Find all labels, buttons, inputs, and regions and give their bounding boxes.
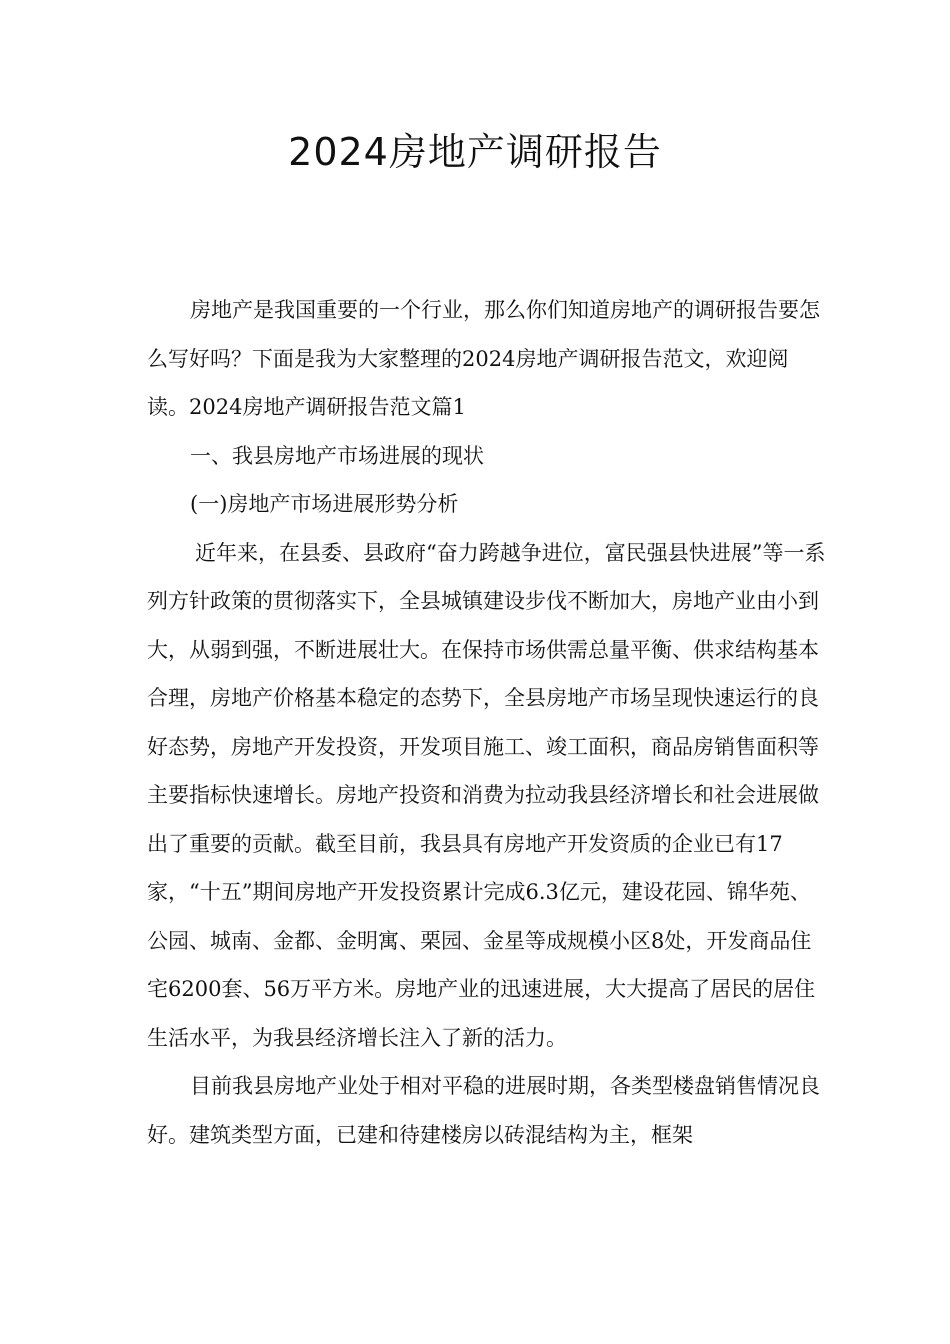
subsection-heading: (一)房地产市场进展形势分析 xyxy=(190,492,459,516)
document-body xyxy=(147,286,827,1159)
body-paragraph: 目前我县房地产业处于相对平稳的进展时期，各类型楼盘销售情况良好。建筑类型方面，已建和待建楼房以砖混结构为主，框架 xyxy=(147,1074,820,1147)
intro-paragraph: 房地产是我国重要的一个行业，那么你们知道房地产的调研报告要怎么写好吗？下面是我为大家整理的2024房地产调研报告范文，欢迎阅读。2024房地产调研报告范文篇1 xyxy=(147,298,820,419)
document-title: 2024房地产调研报告 xyxy=(288,130,662,174)
body-paragraph: 近年来，在县委、县政府“奋力跨越争进位，富民强县快进展”等一系列方针政策的贯彻落实下，全县城镇建设步伐不断加大，房地产业由小到大，从弱到强，不断进展壮大。在保持市场供需总量平衡、供求结构基本合理，房地产价格基本稳定的态势下，全县房地产市场呈现快速运行的良好态势，房地产开发投资，开发项目施工、竣工面积，商品房销售面积等主要指标快速增长。房地产投资和消费为拉动我县经济增长和社会进展做出了重要的贡献。截至目前，我县具有房地产开发资质的企业已有17家，“十五”期间房地产开发投资累计完成6.3亿元，建设花园、锦华苑、公园、城南、金都、金明寓、栗园、金星等成规模小区8处，开发商品住宅6200套、56万平方米。房地产业的迅速进展，大大提高了居民的居住生活水平，为我县经济增长注入了新的活力。 xyxy=(147,540,826,1050)
section-heading: 一、我县房地产市场进展的现状 xyxy=(190,443,484,468)
